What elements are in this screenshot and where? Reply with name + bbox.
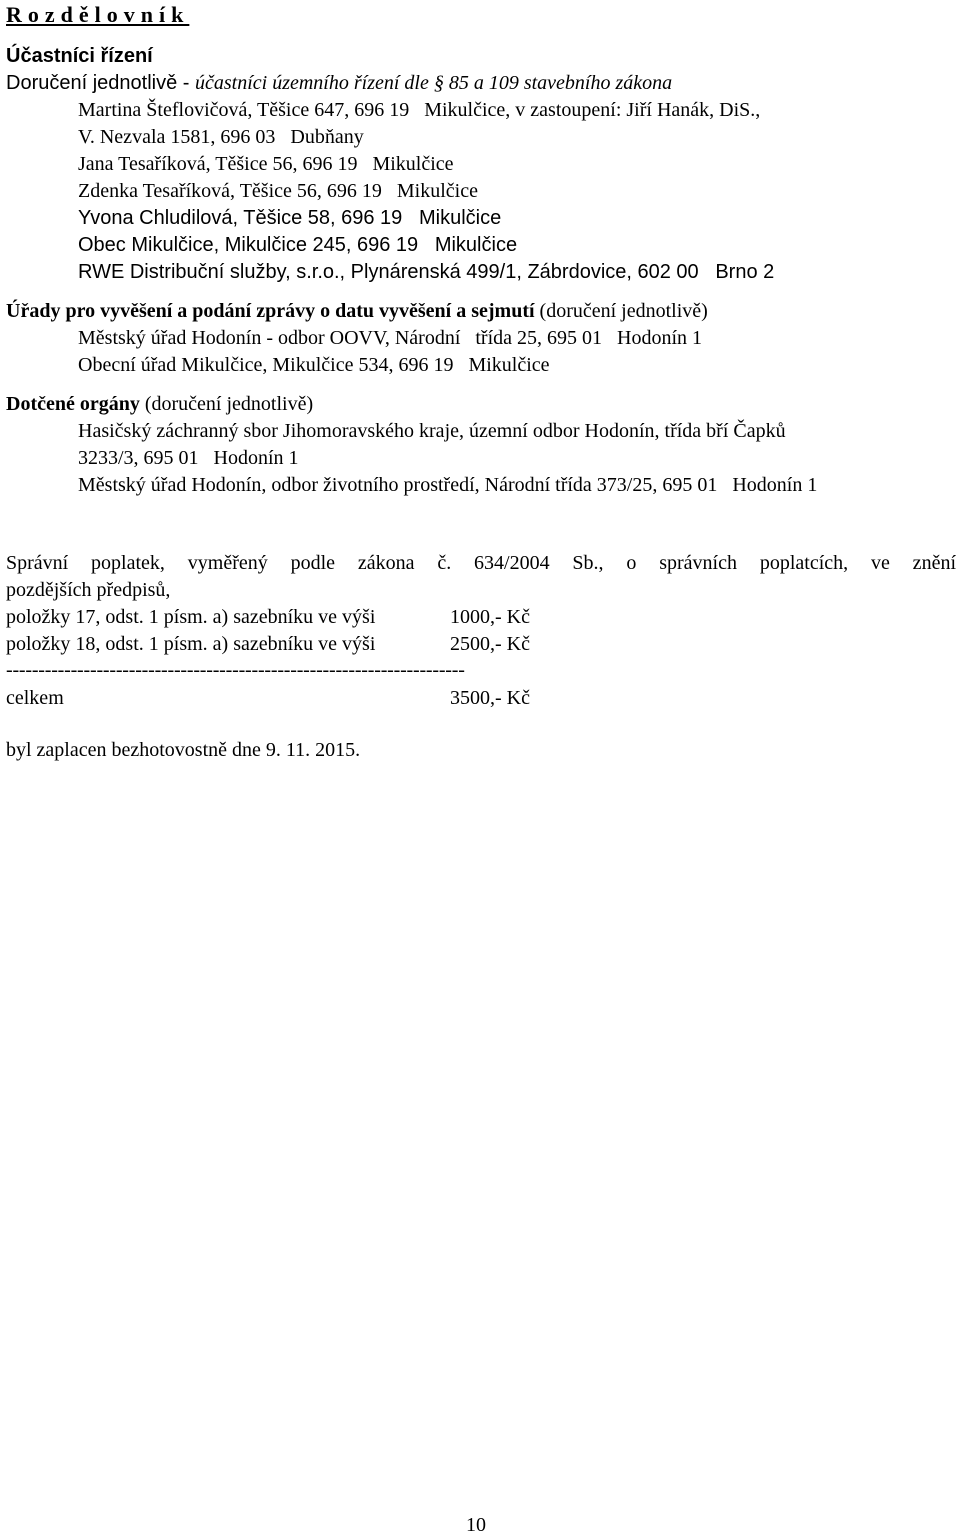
offices-heading-bold: Úřady pro vyvěšení a podání zprávy o datu vyvěšení a sejmutí (6, 300, 535, 322)
participant-line: V. Nezvala 1581, 696 03 Dubňany (78, 126, 364, 148)
delivery-prefix: Doručení jednotlivě - (6, 72, 195, 94)
fee-intro-line-2: pozdějších předpisů, (6, 579, 171, 601)
fee-separator: ----------------------------------------------------------------------- (6, 659, 465, 681)
authority-line: Hasičský záchranný sbor Jihomoravského kraje, územní odbor Hodonín, třída bří Čapků (78, 420, 786, 442)
document-title: Rozdělovník (6, 2, 190, 27)
participant-line: Obec Mikulčice, Mikulčice 245, 696 19 Mikulčice (78, 234, 518, 256)
participant-line: Yvona Chludilová, Těšice 58, 696 19 Mikulčice (78, 207, 502, 229)
authorities-heading-note: (doručení jednotlivě) (139, 393, 314, 415)
fee-item-amount: 1000,- Kč (450, 606, 530, 628)
fee-paid-note: byl zaplacen bezhotovostně dne 9. 11. 2015. (6, 739, 361, 761)
delivery-legal-basis: účastníci územního řízení dle § 85 a 109 stavebního zákona (194, 72, 673, 94)
fee-item-label: položky 18, odst. 1 písm. a) sazebníku ve výši (6, 633, 376, 655)
office-line: Městský úřad Hodonín - odbor OOVV, Národní třída 25, 695 01 Hodonín 1 (78, 327, 703, 349)
office-line: Obecní úřad Mikulčice, Mikulčice 534, 696 19 Mikulčice (78, 354, 550, 376)
authorities-heading-bold: Dotčené orgány (6, 393, 140, 415)
fee-total-label: celkem (6, 687, 64, 709)
participants-delivery-line (6, 71, 672, 95)
participants-heading: Účastníci řízení (6, 45, 153, 67)
participant-line: RWE Distribuční služby, s.r.o., Plynárenská 499/1, Zábrdovice, 602 00 Brno 2 (78, 261, 775, 283)
participant-line: Martina Šteflovičová, Těšice 647, 696 19 Mikulčice, v zastoupení: Jiří Hanák, DiS., (78, 99, 761, 121)
offices-heading (6, 299, 708, 323)
page-number: 10 (466, 1514, 486, 1536)
fee-item-amount: 2500,- Kč (450, 633, 530, 655)
fee-intro-line: Správní poplatek, vyměřený podle zákona č. 634/2004 Sb., o správních poplatcích, ve znění (6, 552, 956, 574)
participant-line: Zdenka Tesaříková, Těšice 56, 696 19 Mikulčice (78, 180, 478, 202)
fee-total-amount: 3500,- Kč (450, 687, 530, 709)
participant-line: Jana Tesaříková, Těšice 56, 696 19 Mikulčice (78, 153, 454, 175)
authority-line: 3233/3, 695 01 Hodonín 1 (78, 447, 299, 469)
authority-line: Městský úřad Hodonín, odbor životního prostředí, Národní třída 373/25, 695 01 Hodonín 1 (78, 474, 818, 496)
fee-item-label: položky 17, odst. 1 písm. a) sazebníku ve výši (6, 606, 376, 628)
authorities-heading (6, 392, 313, 416)
offices-heading-note: (doručení jednotlivě) (534, 300, 708, 322)
